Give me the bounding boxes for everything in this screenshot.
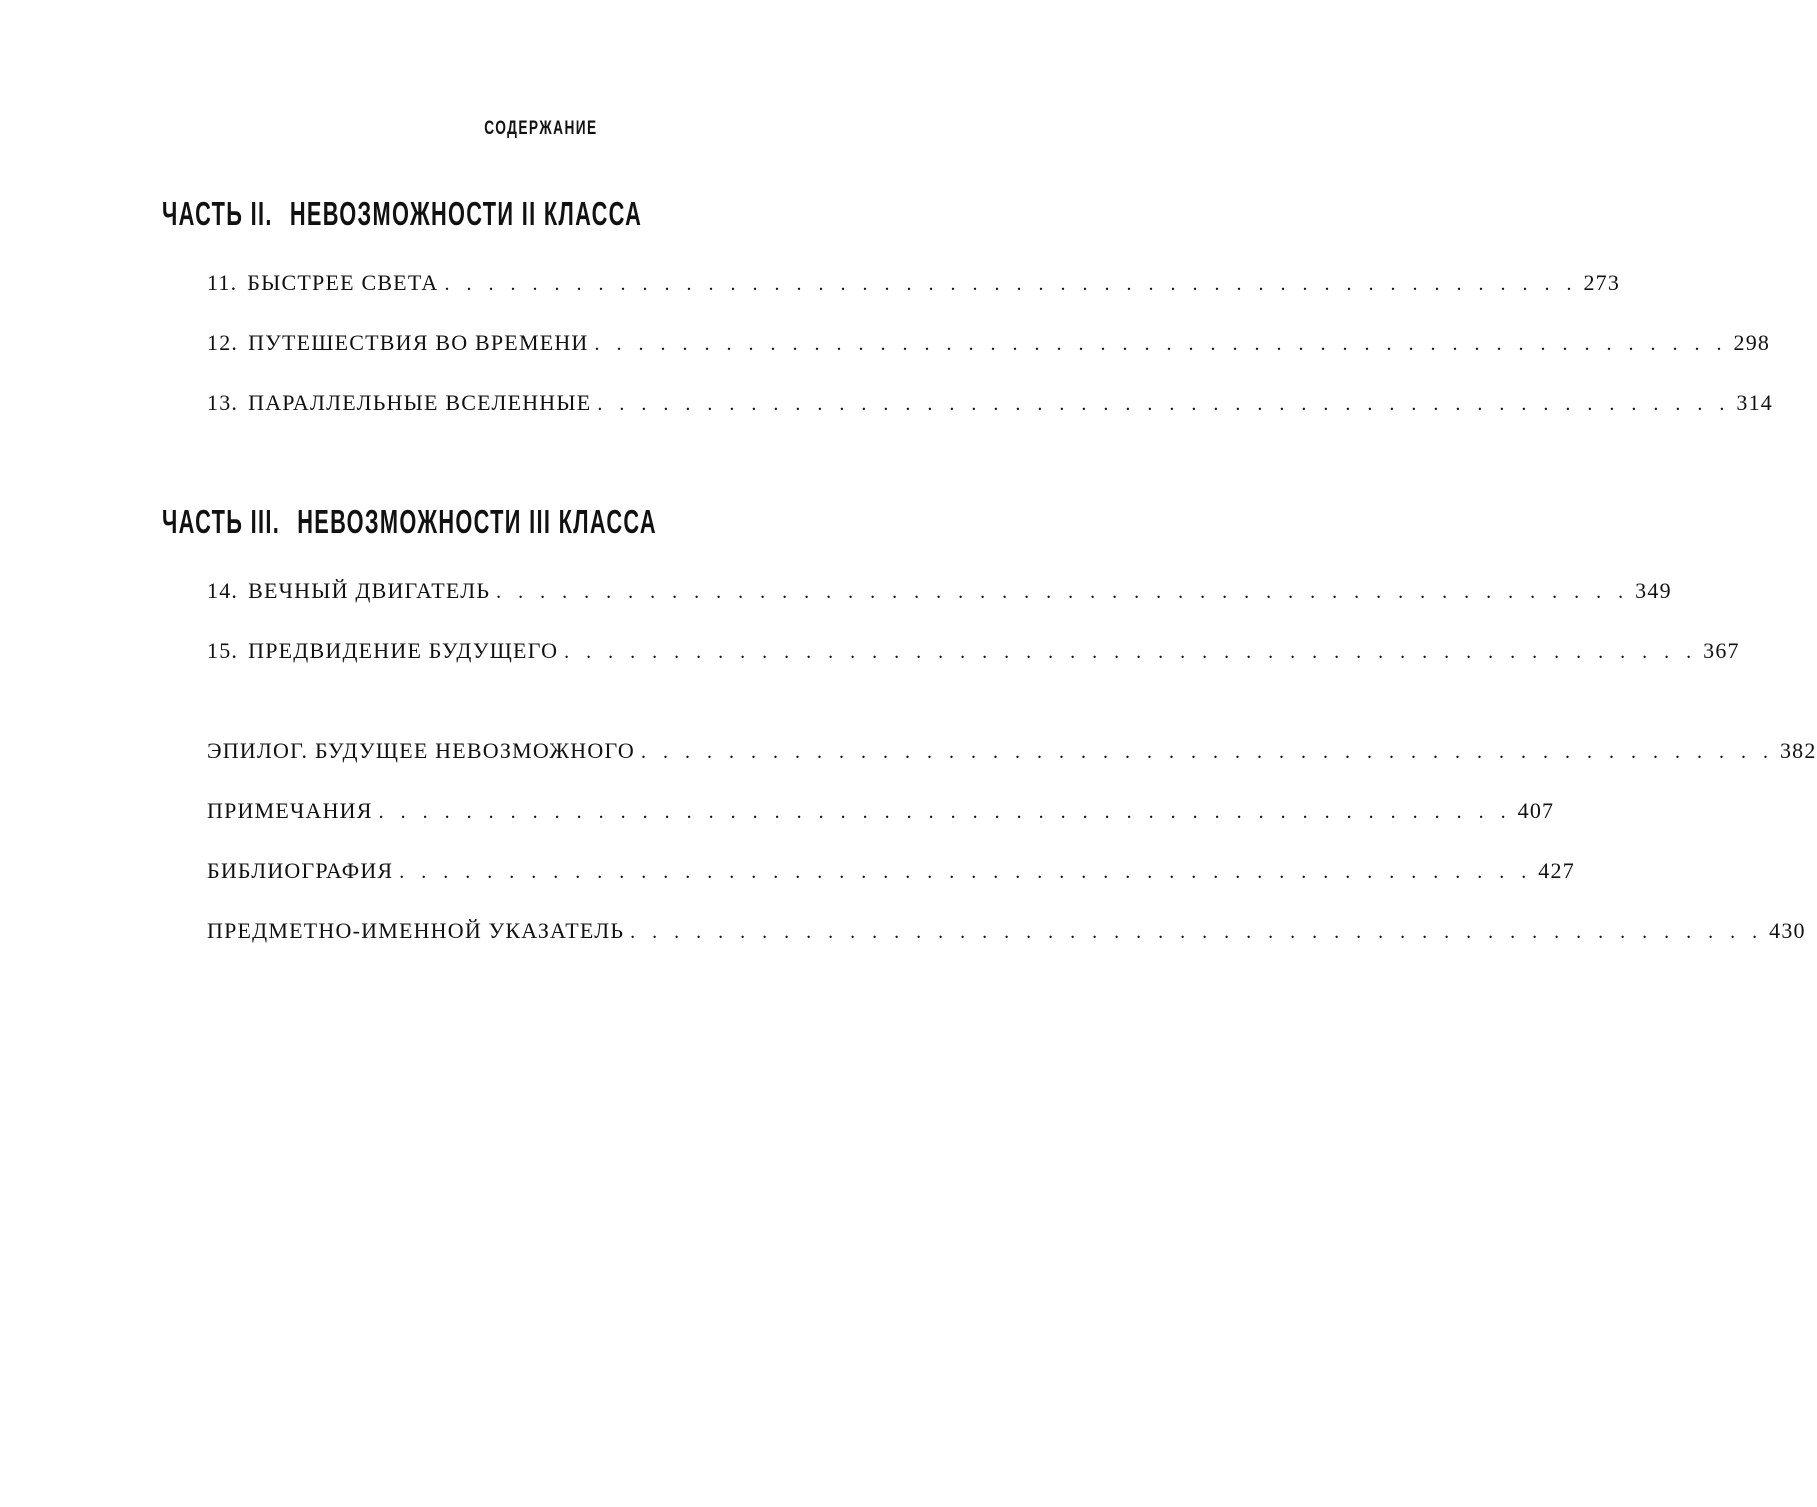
page-number: 298 (1733, 330, 1771, 355)
page-number: 349 (1635, 578, 1672, 603)
page-number: 367 (1703, 638, 1740, 663)
chapter-number: 13. (207, 390, 239, 415)
page-number: 273 (1583, 270, 1621, 295)
chapter-number: 12. (207, 330, 239, 355)
running-head: СОДЕРЖАНИЕ (484, 118, 598, 139)
dot-leader: . . . . . . . . . . . . . . . . . . . . . . . . . . . . . . . . . . . . . . . . . . . . . . . . . . . . (594, 333, 1728, 355)
entry-label (207, 638, 558, 664)
chapter-title: ПАРАЛЛЕЛЬНЫЕ ВСЕЛЕННЫЕ (248, 390, 592, 415)
part-label: ЧАСТЬ II. (162, 195, 273, 232)
toc-entry-index[interactable] (207, 918, 1806, 950)
entry-label (207, 390, 591, 416)
part-title: НЕВОЗМОЖНОСТИ II КЛАССА (289, 195, 643, 232)
dot-leader: . . . . . . . . . . . . . . . . . . . . . . . . . . . . . . . . . . . . . . . . . . . . . . . . . . . . (399, 861, 1533, 883)
dot-leader: . . . . . . . . . . . . . . . . . . . . . . . . . . . . . . . . . . . . . . . . . . . . . . . . . . . . (564, 641, 1698, 663)
toc-entry-epilogue[interactable] (207, 738, 1817, 770)
entry-title: ЭПИЛОГ. БУДУЩЕЕ НЕВОЗМОЖНОГО (207, 738, 635, 763)
part-heading-2 (162, 197, 642, 230)
toc-entry[interactable] (207, 578, 1672, 610)
part-label: ЧАСТЬ III. (162, 503, 281, 540)
dot-leader: . . . . . . . . . . . . . . . . . . . . . . . . . . . . . . . . . . . . . . . . . . . . . . . . . . . . (597, 393, 1731, 415)
toc-entry-bibliography[interactable] (207, 858, 1575, 890)
chapter-title: ПУТЕШЕСТВИЯ ВО ВРЕМЕНИ (248, 330, 589, 355)
entry-label (207, 330, 589, 356)
part-heading-3 (162, 505, 657, 538)
chapter-title: ВЕЧНЫЙ ДВИГАТЕЛЬ (248, 578, 491, 603)
chapter-number: 15. (207, 638, 239, 663)
dot-leader: . . . . . . . . . . . . . . . . . . . . . . . . . . . . . . . . . . . . . . . . . . . . . . . . . . . . (496, 581, 1630, 603)
page-number: 314 (1736, 390, 1774, 415)
part-title: НЕВОЗМОЖНОСТИ III КЛАССА (297, 503, 657, 540)
dot-leader: . . . . . . . . . . . . . . . . . . . . . . . . . . . . . . . . . . . . . . . . . . . . . . . . . . . . (630, 921, 1764, 943)
chapter-title: БЫСТРЕЕ СВЕТА (247, 270, 439, 295)
dot-leader: . . . . . . . . . . . . . . . . . . . . . . . . . . . . . . . . . . . . . . . . . . . . . . . . . . . . (378, 801, 1512, 823)
toc-entry-notes[interactable] (207, 798, 1555, 830)
entry-label (207, 270, 438, 296)
toc-entry[interactable] (207, 270, 1621, 302)
page-number: 427 (1538, 858, 1575, 883)
page-number: 430 (1769, 918, 1806, 943)
entry-label (207, 578, 490, 604)
toc-entry[interactable] (207, 390, 1774, 422)
chapter-number: 14. (207, 578, 239, 603)
dot-leader: . . . . . . . . . . . . . . . . . . . . . . . . . . . . . . . . . . . . . . . . . . . . . . . . . . . . (640, 741, 1774, 763)
dot-leader: . . . . . . . . . . . . . . . . . . . . . . . . . . . . . . . . . . . . . . . . . . . . . . . . . . . . (444, 273, 1578, 295)
page-number: 382 (1779, 738, 1817, 763)
toc-entry[interactable] (207, 638, 1740, 670)
entry-title: ПРИМЕЧАНИЯ (207, 798, 373, 823)
page-number: 407 (1517, 798, 1555, 823)
entry-title: ПРЕДМЕТНО-ИМЕННОЙ УКАЗАТЕЛЬ (207, 918, 625, 943)
toc-entry[interactable] (207, 330, 1771, 362)
chapter-title: ПРЕДВИДЕНИЕ БУДУЩЕГО (248, 638, 559, 663)
entry-title: БИБЛИОГРАФИЯ (207, 858, 394, 883)
chapter-number: 11. (207, 270, 238, 295)
